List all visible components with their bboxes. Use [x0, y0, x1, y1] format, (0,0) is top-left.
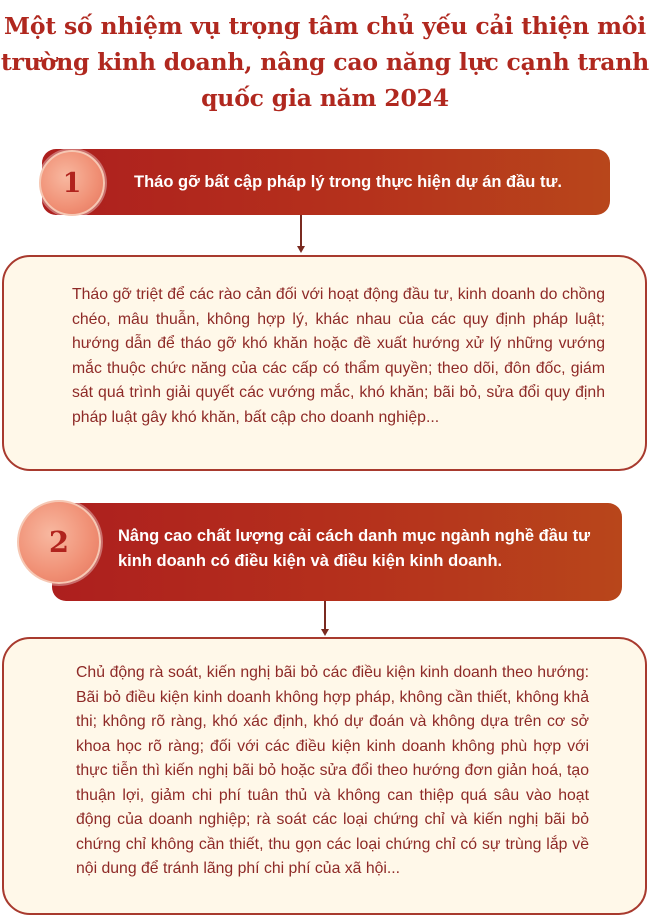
task-1-banner [42, 149, 610, 215]
task-1-arrow-icon [297, 246, 305, 253]
task-2-banner [52, 503, 622, 601]
task-1-number-badge [39, 150, 105, 216]
task-2-detail-card [2, 637, 647, 915]
task-2-number: 2 [48, 525, 70, 559]
task-1-connector-line [300, 215, 302, 249]
task-1-heading: Tháo gỡ bất cập pháp lý trong thực hiện dự án đầu tư. [134, 173, 563, 191]
page-title: Một số nhiệm vụ trọng tâm chủ yếu cải thiện môi trường kinh doanh, nâng cao năng lực cạnh tranh quốc gia năm 2024 [0, 12, 650, 112]
task-2-heading: Nâng cao chất lượng cải cách danh mục ngành nghề đầu tư kinh doanh có điều kiện và điều kiện kinh doanh. [118, 527, 591, 570]
task-2-arrow-icon [321, 629, 329, 636]
task-2-number-badge [17, 500, 101, 584]
task-1-body: Tháo gỡ triệt để các rào cản đối với hoạt động đầu tư, kinh doanh do chồng chéo, mâu thuẫn, không hợp lý, khác nhau của các quy định pháp luật; hướng dẫn để tháo gỡ khó khăn hoặc đề xuất hướng xử lý những vướng mắc thuộc chức năng của các cấp có thẩm quyền; theo dõi, đôn đốc, giám sát quá trình giải quyết các vướng mắc, khó khăn; bãi bỏ, sửa đổi quy định pháp luật gây khó khăn, bất cập cho doanh nghiệp... [72, 286, 605, 426]
task-2-connector-line [324, 601, 326, 632]
task-1-number: 1 [62, 167, 82, 199]
task-1-detail-card [2, 255, 647, 471]
task-2-body: Chủ động rà soát, kiến nghị bãi bỏ các điều kiện kinh doanh theo hướng: Bãi bỏ điều kiện kinh doanh không hợp pháp, không cần thiết, không khả thi; không rõ ràng, khó xác định, khó dự đoán và không dựa trên cơ sở khoa học rõ ràng; đối với các điều kiện kinh doanh không phù hợp với thực tiễn thì kiến nghị bãi bỏ hoặc sửa đổi theo hướng đơn giản hoá, tạo thuận lợi, giảm chi phí tuân thủ và không can thiệp quá sâu vào hoạt động của doanh nghiệp; rà soát các loại chứng chỉ và kiến nghị bãi bỏ chứng chỉ không cần thiết, thu gọn các loại chứng chỉ có sự trùng lắp về nội dung để tránh lãng phí chi phí của xã hội... [76, 664, 589, 877]
